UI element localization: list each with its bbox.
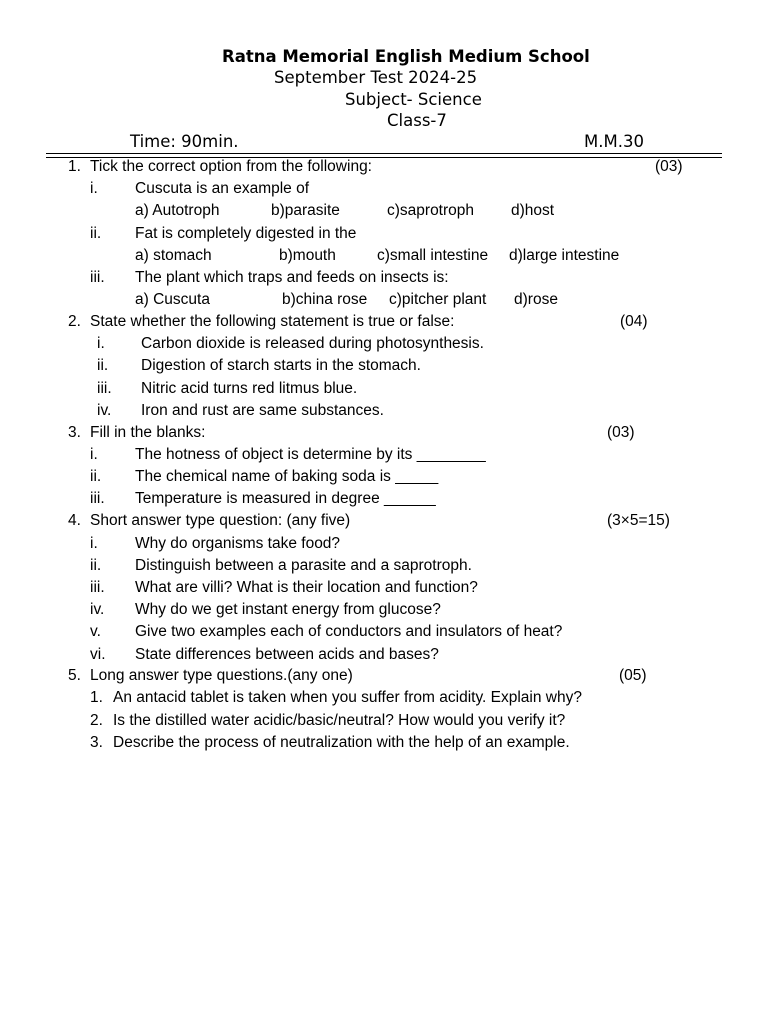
school-name: Ratna Memorial English Medium School [222, 47, 590, 66]
q1-option: a) Cuscuta [135, 291, 210, 308]
q5-item-number: 2. [90, 712, 103, 729]
q1-option: b)mouth [279, 247, 336, 264]
q5-marks: (05) [619, 667, 647, 684]
q2-item-roman: ii. [97, 357, 109, 374]
q5-item-text: Is the distilled water acidic/basic/neutral? How would you verify it? [113, 712, 566, 729]
q4-marks: (3×5=15) [607, 512, 670, 529]
q1-marks: (03) [655, 158, 683, 175]
q3-number: 3. [68, 424, 81, 441]
subject-label: Subject- Science [345, 90, 482, 109]
q3-item-text: The hotness of object is determine by its ________ [135, 446, 486, 463]
q2-item-text: Digestion of starch starts in the stomach. [141, 357, 421, 374]
q4-item-roman: v. [90, 623, 101, 640]
q2-item-text: Carbon dioxide is released during photosynthesis. [141, 335, 484, 352]
q5-text: Long answer type questions.(any one) [90, 667, 353, 684]
q3-item-roman: i. [90, 446, 98, 463]
q1-item-roman: i. [90, 180, 98, 197]
time-label: Time: 90min. [130, 132, 239, 151]
q1-option: b)parasite [271, 202, 340, 219]
q1-option: c)saprotroph [387, 202, 475, 219]
q4-number: 4. [68, 512, 81, 529]
q4-item-text: State differences between acids and bases? [135, 646, 439, 663]
max-marks-label: M.M.30 [584, 132, 644, 151]
header-rule-top [46, 153, 722, 154]
q1-item-text: The plant which traps and feeds on insects is: [135, 269, 449, 286]
q1-option: d)rose [514, 291, 558, 308]
q1-option: c)small intestine [377, 247, 489, 264]
q1-option: b)china rose [282, 291, 368, 308]
q5-item-text: Describe the process of neutralization with the help of an example. [113, 734, 570, 751]
q2-item-text: Iron and rust are same substances. [141, 402, 384, 419]
q4-item-text: Distinguish between a parasite and a saprotroph. [135, 557, 472, 574]
q1-option: d)host [511, 202, 555, 219]
q2-marks: (04) [620, 313, 648, 330]
q5-item-number: 3. [90, 734, 103, 751]
q3-item-roman: iii. [90, 490, 105, 507]
q1-option: c)pitcher plant [389, 291, 487, 308]
q4-item-roman: ii. [90, 557, 102, 574]
q1-option: d)large intestine [509, 247, 620, 264]
q2-item-roman: iii. [97, 380, 112, 397]
q2-number: 2. [68, 313, 81, 330]
q4-item-text: Give two examples each of conductors and insulators of heat? [135, 623, 563, 640]
q1-item-text: Fat is completely digested in the [135, 225, 357, 242]
q4-item-text: Why do we get instant energy from glucose? [135, 601, 441, 618]
q2-item-roman: iv. [97, 402, 112, 419]
q1-text: Tick the correct option from the following: [90, 158, 372, 175]
q2-item-roman: i. [97, 335, 105, 352]
q3-item-text: Temperature is measured in degree ______ [135, 490, 436, 507]
q3-marks: (03) [607, 424, 635, 441]
q2-text: State whether the following statement is true or false: [90, 313, 455, 330]
q4-item-roman: vi. [90, 646, 106, 663]
q4-item-roman: iii. [90, 579, 105, 596]
q1-option: a) Autotroph [135, 202, 220, 219]
q5-item-number: 1. [90, 689, 103, 706]
q4-item-text: What are villi? What is their location and function? [135, 579, 478, 596]
test-title: September Test 2024-25 [274, 68, 478, 87]
q4-item-roman: iv. [90, 601, 105, 618]
q4-item-roman: i. [90, 535, 98, 552]
q3-item-roman: ii. [90, 468, 102, 485]
q4-item-text: Why do organisms take food? [135, 535, 341, 552]
q4-text: Short answer type question: (any five) [90, 512, 351, 529]
q3-item-text: The chemical name of baking soda is _____ [135, 468, 439, 485]
class-label: Class-7 [387, 111, 447, 130]
q1-item-roman: ii. [90, 225, 102, 242]
q1-option: a) stomach [135, 247, 212, 264]
q2-item-text: Nitric acid turns red litmus blue. [141, 380, 358, 397]
q5-item-text: An antacid tablet is taken when you suffer from acidity. Explain why? [113, 689, 582, 706]
q1-item-roman: iii. [90, 269, 105, 286]
q1-item-text: Cuscuta is an example of [135, 180, 310, 197]
q5-number: 5. [68, 667, 81, 684]
q1-number: 1. [68, 158, 81, 175]
q3-text: Fill in the blanks: [90, 424, 206, 441]
